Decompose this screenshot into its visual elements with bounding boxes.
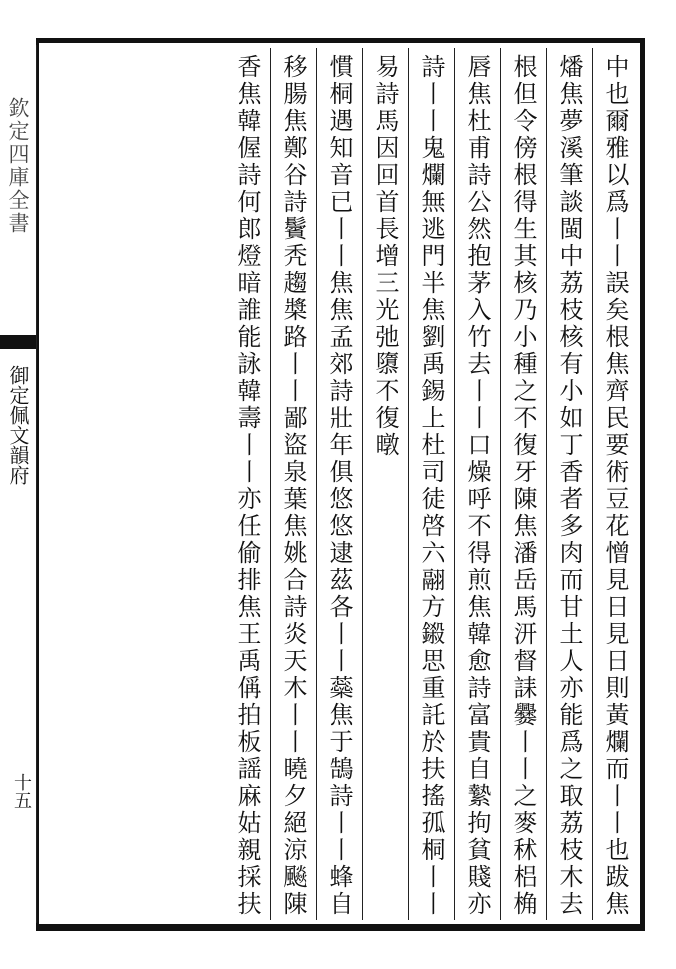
text-column-8: 移腸焦鄭谷詩鬢秃趨槳路丨丨鄙盜泉葉焦姚合詩炎天木丨丨曉夕絕涼飈陳 xyxy=(270,48,316,920)
frame-bottom-border xyxy=(36,924,642,931)
fish-tail-mark xyxy=(0,335,36,349)
text-column-6: 易詩馬因回首長增三光弛隳不復暾 xyxy=(362,48,408,920)
text-column-1: 中也爾雅以爲丨丨誤矣根焦齊民要術豆花憎見日見日則黃爛而丨丨也跋焦 xyxy=(592,48,638,920)
volume-title: 御定佩文韻府 xyxy=(6,365,30,485)
text-column-2: 燔焦夢溪筆談閩中荔枝核有小如丁香者多肉而甘土人亦能爲之取荔枝木去 xyxy=(546,48,592,920)
frame-right-border xyxy=(640,38,645,931)
text-column-7: 慣桐遇知音已丨丨焦焦孟郊詩壯年俱悠悠逮茲各丨丨蘂焦于鵠詩丨丨蜂自 xyxy=(316,48,362,920)
page-number: 十五 xyxy=(11,773,32,809)
frame-top-border xyxy=(36,38,644,43)
text-column-3: 根但令傍根得生其核乃小種之不復牙陳焦潘岳馬汧督誄爨丨丨之麥秫梠桷 xyxy=(500,48,546,920)
text-column-5: 詩丨丨鬼爛無逃門半焦劉禹錫上杜司徒啓六翮方鎩思重託於扶搖孤桐丨丨 xyxy=(408,48,454,920)
page-spine xyxy=(0,45,37,923)
book-title: 欽定四庫全書 xyxy=(6,97,30,235)
text-column-4: 唇焦杜甫詩公然抱茅入竹去丨丨口燥呼不得煎焦韓愈詩富貴自縶拘貧賤亦 xyxy=(454,48,500,920)
text-columns xyxy=(60,48,638,920)
text-column-9: 香焦韓偓詩何郎燈暗誰能詠韓壽丨丨亦任偷排焦王禹偁拍板謡麻姑親採扶 xyxy=(233,54,261,918)
